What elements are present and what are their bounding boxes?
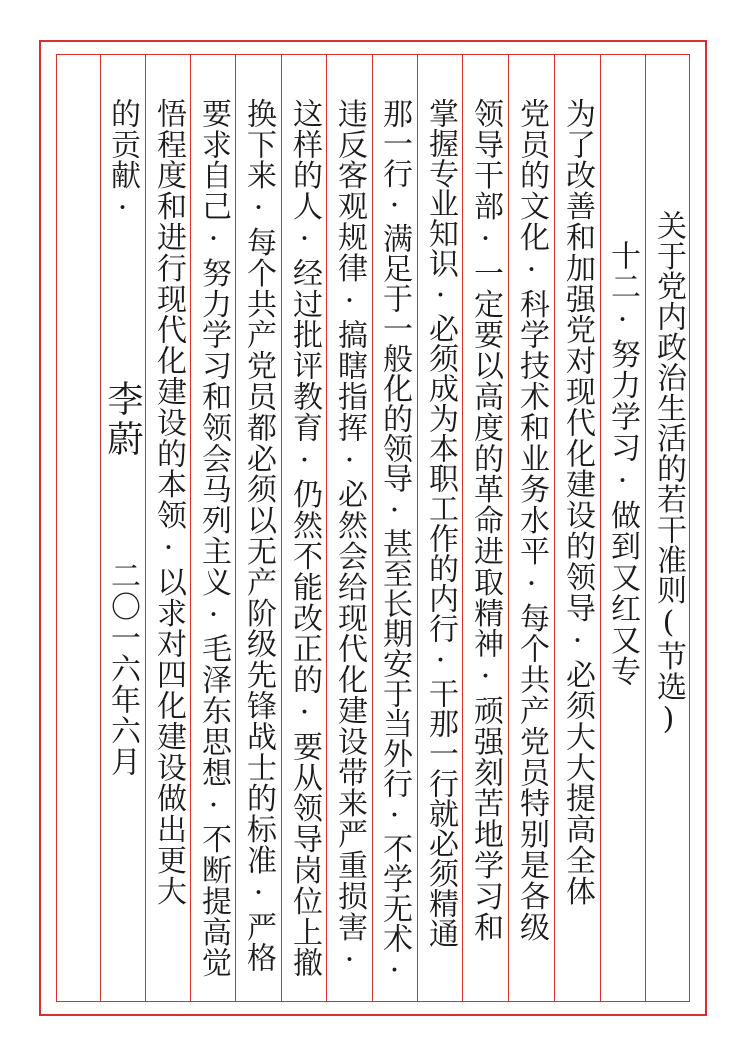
body-column: 违反客观规律·搞瞎指挥·必然会给现代化建设带来严重损害· (332, 98, 367, 979)
body-column: 掌握专业知识·必须成为本职工作的内行·干那一行就必须精通 (423, 98, 458, 948)
body-column: 为了改善和加强党对现代化建设的领导·必须大大提高全体 (560, 98, 595, 907)
body-column: 党员的文化·科学技术和业务水平·每个共产党员特别是各级 (514, 98, 549, 943)
body-column: 这样的人·经过批评教育·仍然不能改正的·要从领导岗位上撤 (287, 98, 322, 979)
signature-date: 二〇一六年六月 (105, 560, 140, 777)
body-column: 的贡献· (105, 98, 140, 227)
body-column: 换下来·每个共产党员都必须以无产阶级先锋战士的标准·严格 (241, 98, 276, 974)
document-title: 关于党内政治生活的若干准则(节选) (651, 210, 686, 737)
author-signature: 李蔚 (102, 380, 143, 460)
section-heading: 十二·努力学习·做到又红又专 (605, 240, 640, 687)
body-column: 领导干部·一定要以高度的革命进取精神·顽强刻苦地学习和 (468, 98, 503, 943)
body-column: 悟程度和进行现代化建设的本领·以求对四化建设做出更大 (151, 98, 186, 907)
body-column: 那一行·满足于一般化的领导·甚至长期安于当外行·不学无术· (377, 98, 412, 988)
body-column: 要求自己·努力学习和领会马列主义·毛泽东思想·不断提高觉 (196, 98, 231, 979)
